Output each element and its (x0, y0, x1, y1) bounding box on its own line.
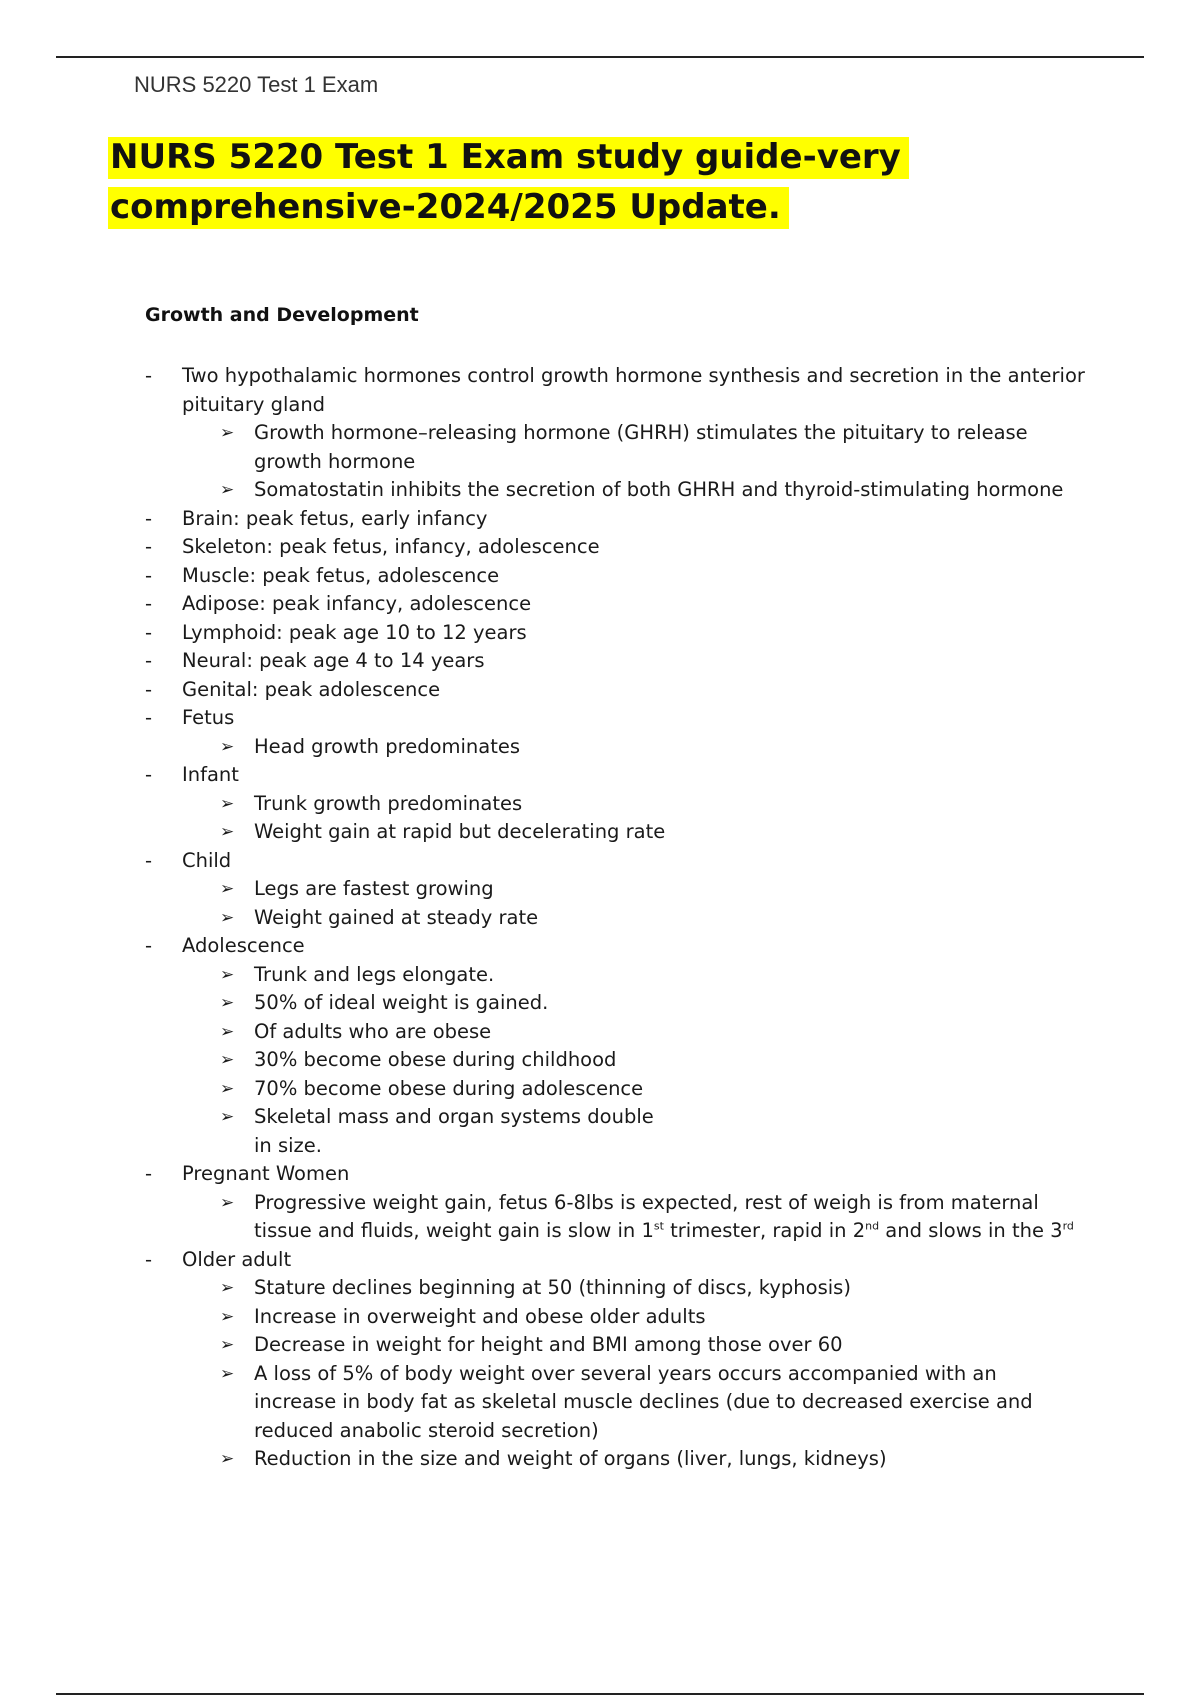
list-item (145, 847, 1085, 876)
arrow-bullet-icon: ➢ (220, 793, 235, 814)
sub-list-item (145, 1018, 1085, 1047)
sub-list-item (145, 1303, 1085, 1332)
list-item-text: Child (182, 848, 232, 872)
list-item-text: Genital: peak adolescence (182, 677, 441, 701)
sub-item-text (254, 1191, 1074, 1243)
dash-bullet-icon: - (145, 364, 153, 387)
dash-bullet-icon: - (145, 649, 153, 672)
sub-list-item (145, 1360, 1085, 1446)
arrow-bullet-icon: ➢ (220, 1107, 235, 1127)
dash-bullet-icon: - (145, 848, 153, 872)
superscript-rd: rd (1062, 1219, 1074, 1233)
sub-list-item (145, 1445, 1085, 1474)
running-header: NURS 5220 Test 1 Exam (134, 72, 379, 97)
arrow-bullet-icon: ➢ (220, 423, 235, 443)
section-heading: Growth and Development (145, 304, 419, 326)
sub-item-text: Of adults who are obese (254, 1019, 492, 1043)
arrow-bullet-icon: ➢ (220, 1306, 235, 1327)
dash-bullet-icon: - (145, 563, 153, 587)
list-item (145, 704, 1085, 733)
sub-list-item (145, 1046, 1085, 1075)
title-line-1: NURS 5220 Test 1 Exam study guide-very (108, 137, 909, 179)
dash-bullet-icon: - (145, 620, 153, 644)
pregnancy-text-part1: Progressive weight gain, fetus 6-8lbs is expected, rest of weigh is from maternal tissue and fluids, weight gain is slow in 1 (254, 1190, 1039, 1242)
dash-bullet-icon: - (145, 535, 153, 558)
list-item-text: Older adult (182, 1247, 292, 1271)
list-item-text: Lymphoid: peak age 10 to 12 years (182, 620, 527, 644)
sub-item-text: Head growth predominates (254, 734, 521, 758)
list-item-text: Skeleton: peak fetus, infancy, adolescence (182, 535, 600, 558)
sub-list-item (145, 1103, 1085, 1160)
arrow-bullet-icon: ➢ (220, 879, 235, 899)
arrow-bullet-icon: ➢ (220, 736, 235, 757)
dash-bullet-icon: - (145, 592, 153, 615)
sub-list-item (145, 904, 1085, 933)
sub-list-item (145, 875, 1085, 904)
sub-item-text: Reduction in the size and weight of organs (liver, lungs, kidneys) (254, 1447, 887, 1470)
list-item-text: Brain: peak fetus, early infancy (182, 506, 488, 530)
pregnancy-text-part3: and slows in the 3 (879, 1219, 1063, 1242)
list-item (145, 533, 1085, 562)
superscript-nd: nd (865, 1219, 880, 1233)
sub-list-item (145, 961, 1085, 990)
sub-item-text: Decrease in weight for height and BMI among those over 60 (254, 1333, 843, 1356)
arrow-bullet-icon: ➢ (220, 1278, 235, 1298)
arrow-bullet-icon: ➢ (220, 1050, 235, 1070)
sub-list-item (145, 1331, 1085, 1360)
arrow-bullet-icon: ➢ (220, 964, 235, 985)
list-item-text: Two hypothalamic hormones control growth hormone synthesis and secretion in the anterior pituitary gland (182, 364, 1085, 416)
list-item (145, 362, 1085, 419)
sub-item-text: Somatostatin inhibits the secretion of both GHRH and thyroid-stimulating hormone (254, 478, 1064, 501)
list-item (145, 676, 1085, 705)
dash-bullet-icon: - (145, 506, 153, 530)
sub-list-item (145, 733, 1085, 762)
sub-list-item (145, 790, 1085, 819)
arrow-bullet-icon: ➢ (220, 1078, 235, 1099)
arrow-bullet-icon: ➢ (220, 993, 235, 1013)
list-item (145, 562, 1085, 591)
arrow-bullet-icon: ➢ (220, 907, 235, 928)
bullet-list (145, 362, 1085, 1474)
arrow-bullet-icon: ➢ (220, 1363, 235, 1384)
list-item-text: Muscle: peak fetus, adolescence (182, 563, 500, 587)
dash-bullet-icon: - (145, 1247, 153, 1271)
arrow-bullet-icon: ➢ (220, 1449, 235, 1469)
list-item-text: Infant (182, 763, 239, 786)
sub-item-text: Trunk growth predominates (254, 791, 523, 815)
title-line-2: comprehensive-2024/2025 Update. (108, 187, 789, 229)
footer-rule (56, 1693, 1144, 1695)
sub-item-text: 30% become obese during childhood (254, 1048, 617, 1071)
list-item (145, 590, 1085, 619)
sub-item-text: Legs are fastest growing (254, 877, 494, 900)
list-item-text: Adolescence (182, 934, 305, 957)
sub-item-text: Stature declines beginning at 50 (thinning of discs, kyphosis) (254, 1276, 851, 1299)
sub-item-text: Growth hormone–releasing hormone (GHRH) stimulates the pituitary to release growth hormone (254, 421, 1028, 473)
sub-item-text: Weight gain at rapid but decelerating rate (254, 820, 666, 843)
sub-list-item (145, 419, 1085, 476)
arrow-bullet-icon: ➢ (220, 1335, 235, 1355)
sub-item-text: Skeletal mass and organ systems double in size. (254, 1105, 654, 1157)
header-rule (56, 56, 1144, 58)
sub-item-text: 50% of ideal weight is gained. (254, 991, 549, 1014)
dash-bullet-icon: - (145, 706, 153, 729)
sub-list-item (145, 1274, 1085, 1303)
list-item-text: Neural: peak age 4 to 14 years (182, 649, 485, 672)
arrow-bullet-icon: ➢ (220, 480, 235, 500)
sub-list-item (145, 989, 1085, 1018)
dash-bullet-icon: - (145, 763, 153, 786)
list-item (145, 1160, 1085, 1189)
sub-item-text: 70% become obese during adolescence (254, 1076, 644, 1100)
sub-list-item (145, 818, 1085, 847)
list-item (145, 761, 1085, 790)
list-item (145, 1246, 1085, 1275)
arrow-bullet-icon: ➢ (220, 1021, 235, 1042)
sub-item-text: Increase in overweight and obese older adults (254, 1304, 706, 1328)
list-item-text: Adipose: peak infancy, adolescence (182, 592, 532, 615)
list-item (145, 932, 1085, 961)
sub-item-text: A loss of 5% of body weight over several years occurs accompanied with an increase in body fat as skeletal muscle declines (due to decreased exercise and reduced anabolic steroid secretion) (254, 1361, 1033, 1442)
list-item-text: Fetus (182, 706, 235, 729)
document-title (108, 132, 909, 232)
dash-bullet-icon: - (145, 1162, 153, 1185)
dash-bullet-icon: - (145, 677, 153, 701)
sub-list-item (145, 1075, 1085, 1104)
sub-item-text: Trunk and legs elongate. (254, 962, 495, 986)
sub-list-item (145, 476, 1085, 505)
list-item (145, 647, 1085, 676)
pregnancy-text-part2: trimester, rapid in 2 (663, 1219, 866, 1242)
dash-bullet-icon: - (145, 934, 153, 957)
sub-list-item (145, 1189, 1085, 1246)
arrow-bullet-icon: ➢ (220, 822, 235, 842)
list-item (145, 505, 1085, 534)
sub-item-text: Weight gained at steady rate (254, 905, 539, 929)
list-item-text: Pregnant Women (182, 1162, 350, 1185)
list-item (145, 619, 1085, 648)
arrow-bullet-icon: ➢ (220, 1192, 235, 1213)
superscript-st: st (653, 1219, 664, 1233)
